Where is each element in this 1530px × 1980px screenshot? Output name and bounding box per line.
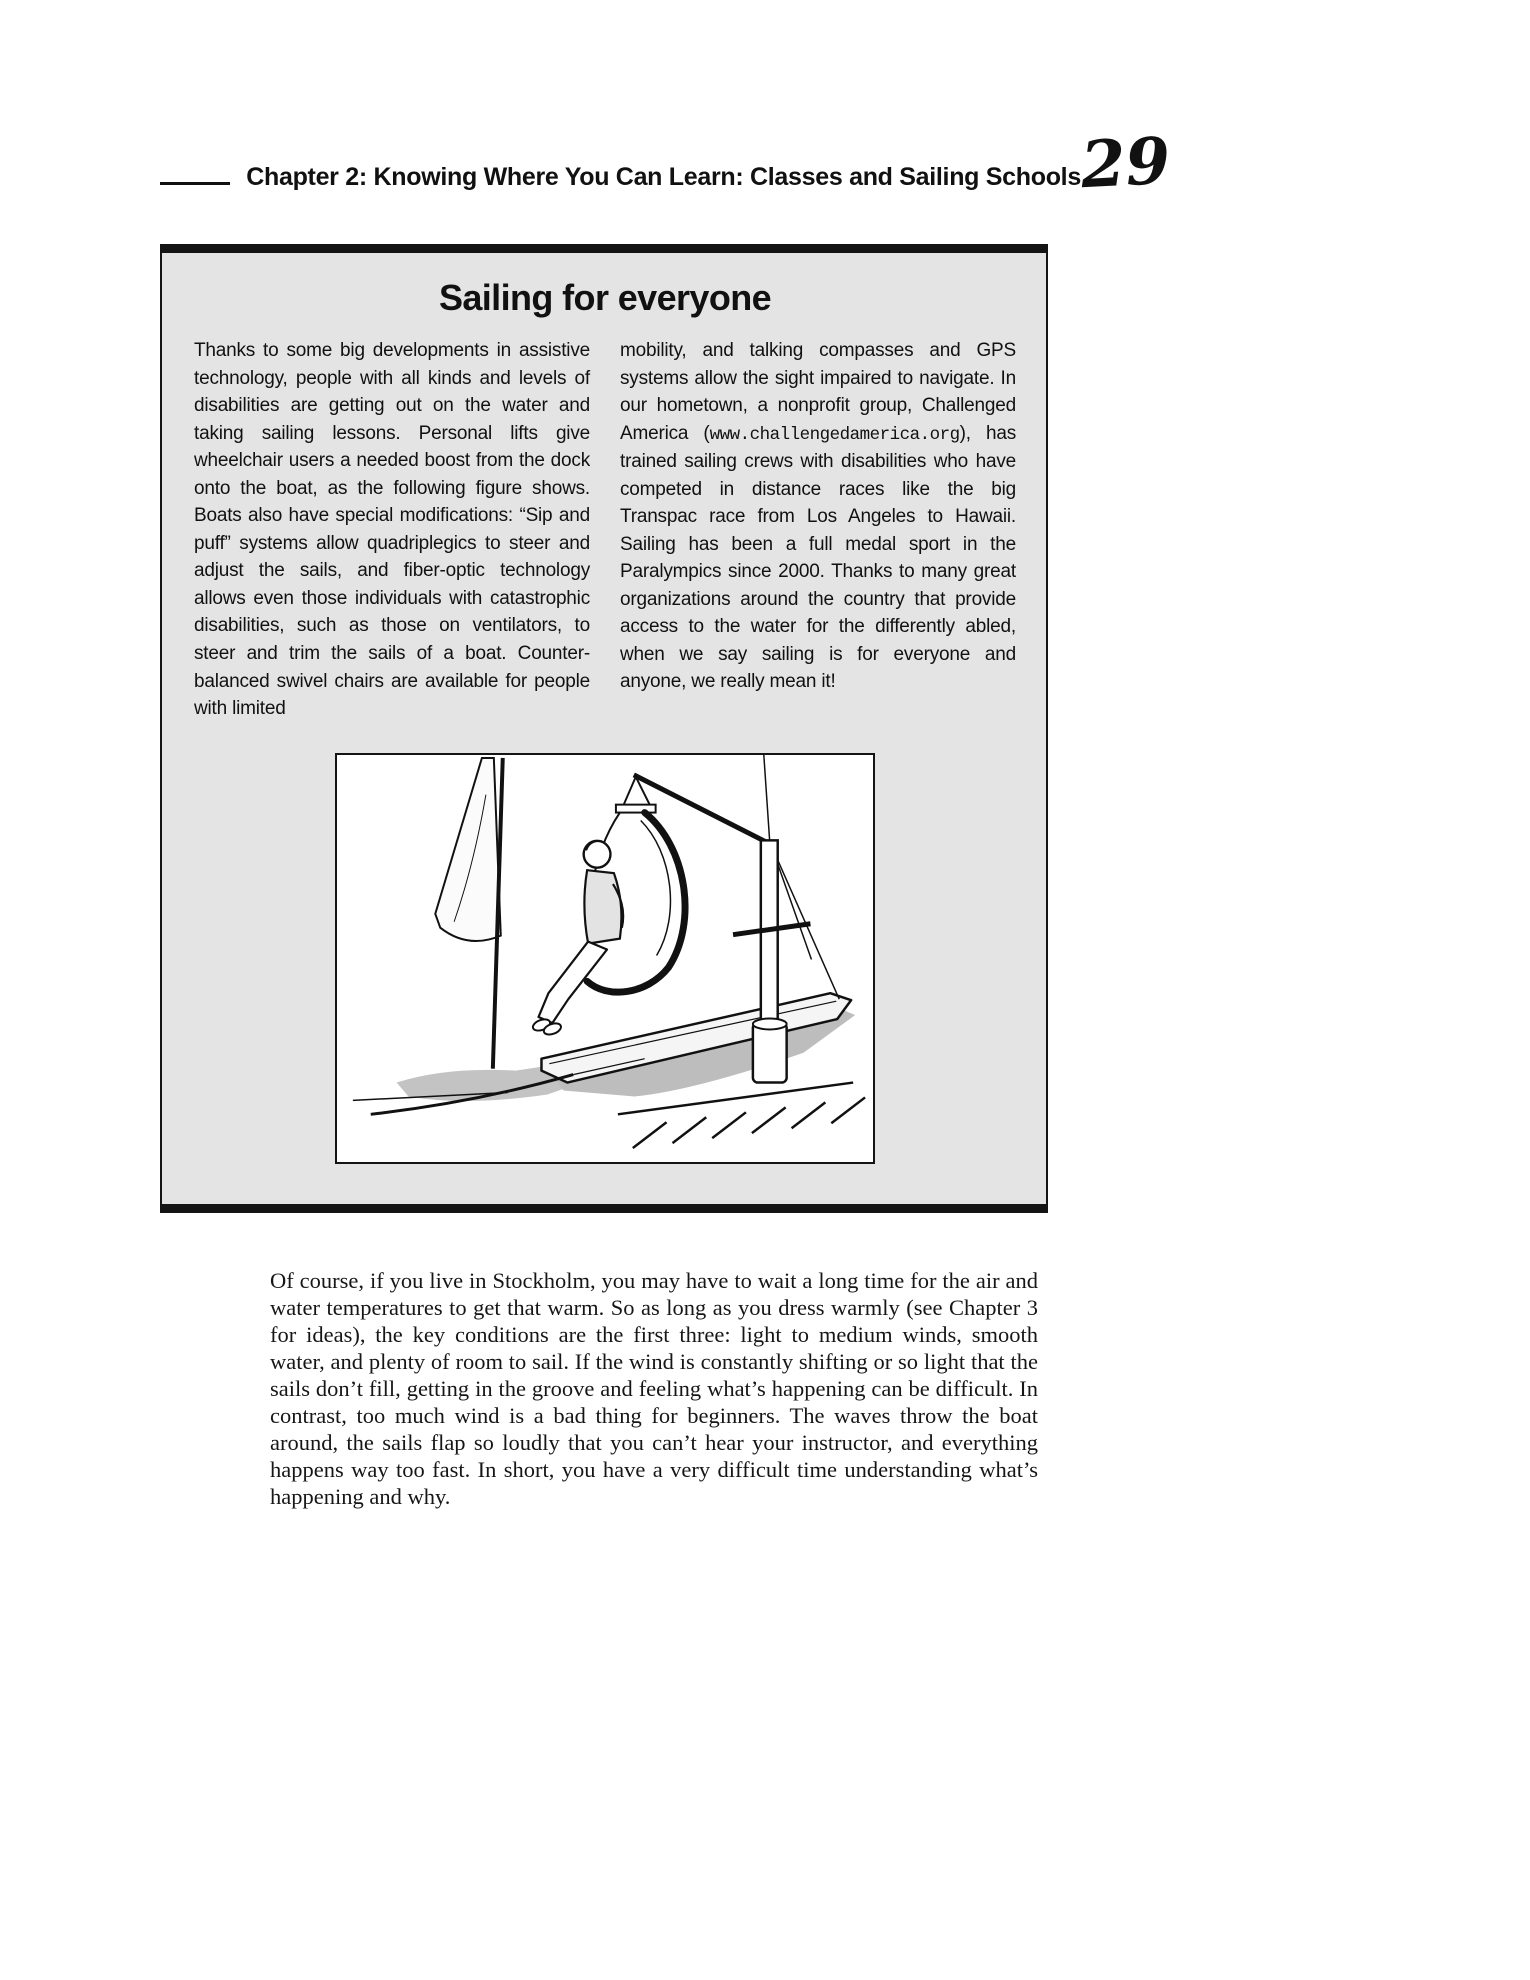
person-in-sling: [531, 841, 623, 1037]
sidebar-text-after-url: ), has trained sailing crews with disabilities who have competed in distance races like the big Transpac race from Los Angeles to Hawaii. Sailing has been a full medal sport in the Paralympics since 2000. Thanks to many great organizations around the country that provide access to the water for the differently abled, when we say sailing is for everyone and anyone, we really mean it!: [620, 422, 1016, 693]
header-rule: [160, 182, 230, 185]
sail: [435, 758, 501, 941]
sidebar-text-before-url: mobility, and talking compasses and GPS systems allow the sight impaired to navigate. In our hometown, a nonprofit group, Challenged America (: [620, 340, 1016, 444]
sidebar-columns: [194, 337, 1016, 723]
challenged-america-url: www.challengedamerica.org: [709, 424, 960, 445]
sidebar-column-left: Thanks to some big developments in assistive technology, people with all kinds and levels of disabilities are getting out on the water and taking sailing lessons. Personal lifts give wheelchair users a needed boost from the dock onto the boat, as the following figure shows. Boats also have special modifications: “Sip and puff” systems allow quadriplegics to steer and adjust the sails, and fiber-optic technology allows even those individuals with catastrophic disabilities, such as those on ventilators, to steer and trim the sails of a boat. Counter-balanced swivel chairs are available for people with limited: [194, 340, 590, 720]
sidebar-title: Sailing for everyone: [438, 277, 772, 318]
sidebar-sailing-for-everyone: [160, 244, 1048, 1213]
sidebar-column-right: [620, 337, 1016, 723]
page-number: 29: [1079, 123, 1172, 204]
hoist-drawing: [337, 755, 873, 1162]
chapter-title: Chapter 2: Knowing Where You Can Learn: Classes and Sailing Schools: [246, 163, 1081, 191]
page-header: [160, 123, 1172, 204]
body-paragraph: Of course, if you live in Stockholm, you may have to wait a long time for the air and water temperatures to get that warm. So as long as you dress warmly (see Chapter 3 for ideas), the key conditions are the first three: light to medium winds, smooth water, and plenty of room to sail. If the wind is constantly shifting or so light that the sails don’t fill, getting in the groove and feeling what’s happening can be difficult. In contrast, too much wind is a bad thing for beginners. The waves throw the boat around, the sails flap so loudly that you can’t hear your instructor, and everything happens way too fast. In short, you have a very difficult time understanding what’s happening and why.: [270, 1267, 1038, 1509]
hoist-illustration: [335, 753, 875, 1164]
